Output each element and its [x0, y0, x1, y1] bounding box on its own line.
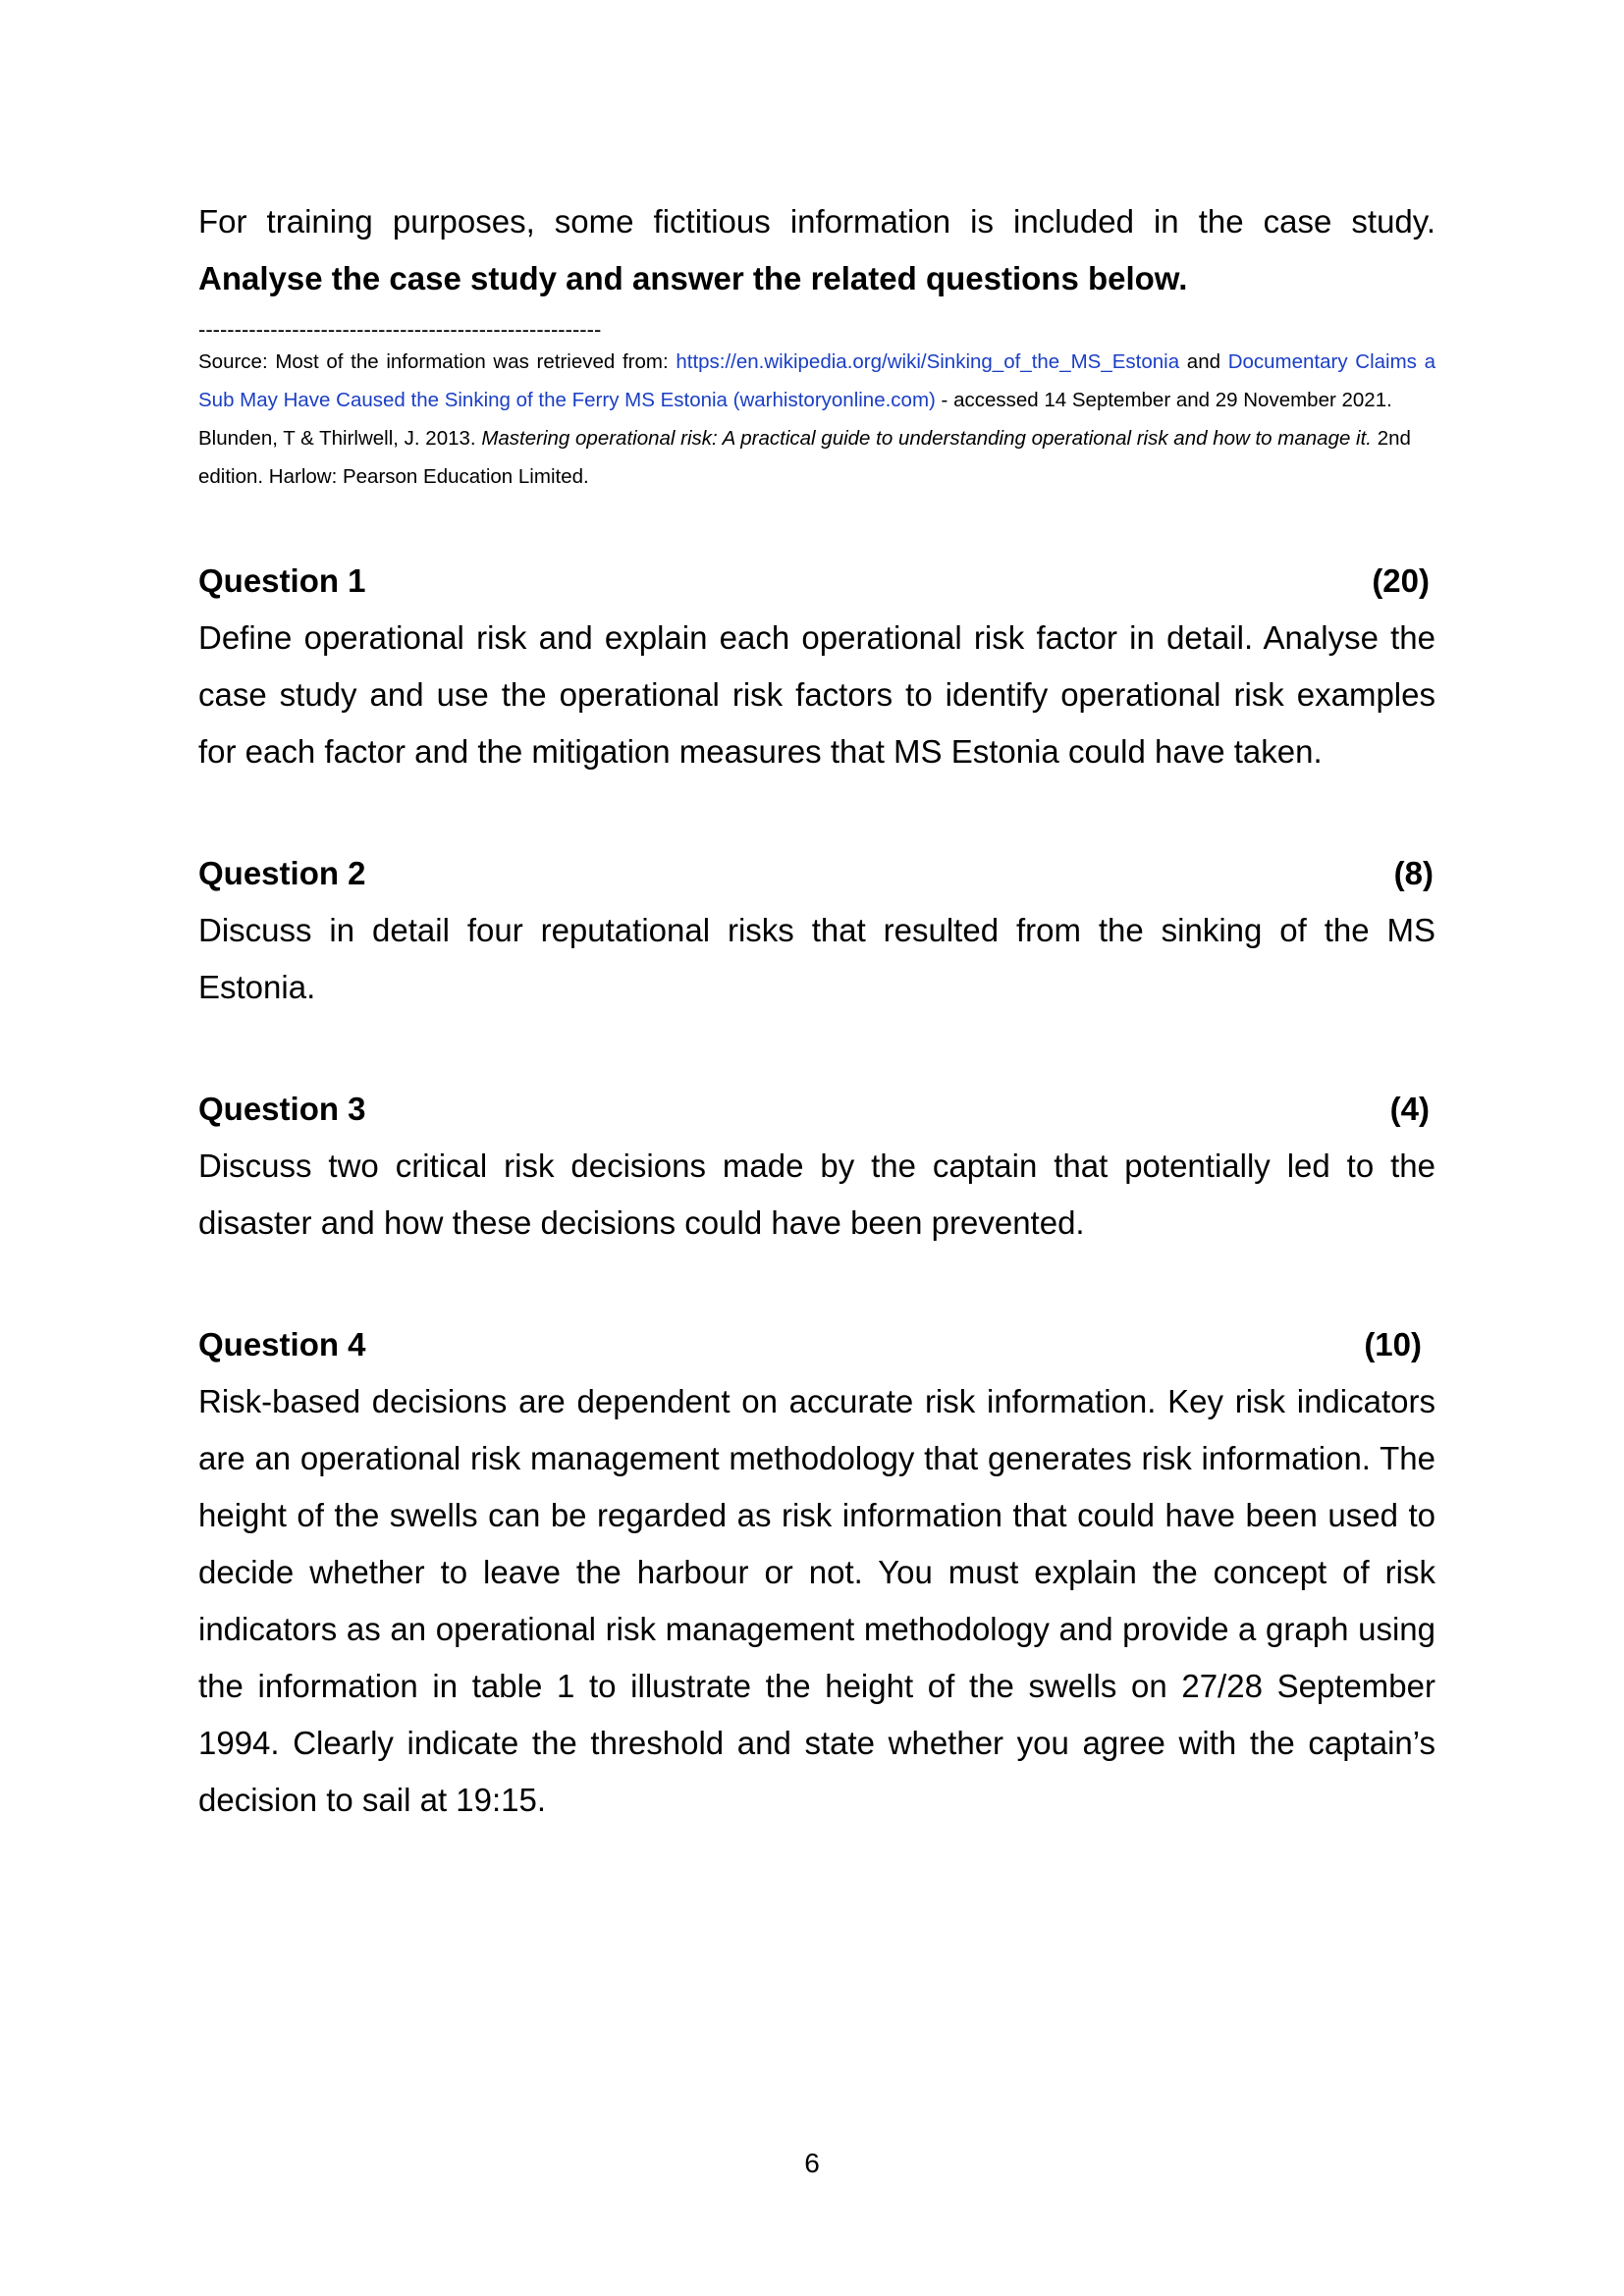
source-link-warhistoryonline[interactable]: Documentary Claims a Sub May Have Caused the Sinking of the Ferry MS Estonia (warhistoryonline.com) [198, 350, 1435, 411]
question-1-header [198, 553, 1435, 610]
instruction-text: Analyse the case study and answer the related questions below. [198, 260, 1188, 296]
question-4-text: Risk-based decisions are dependent on accurate risk information. Key risk indicators are an operational risk management methodology that generates risk information. The height of the swells can be regarded as risk information that could have been used to decide whether to leave the harbour or not. You must explain the concept of risk indicators as an operational risk management methodology and provide a graph using the information in table 1 to illustrate the height of the swells on 27/28 September 1994. Clearly indicate the threshold and state whether you agree with the captain’s decision to sail at 19:15. [198, 1383, 1435, 1818]
question-2-header [198, 845, 1435, 902]
question-2 [198, 845, 1435, 1016]
footnote-divider: -------------------------------------------------------- [198, 317, 602, 342]
question-3-header [198, 1081, 1435, 1138]
page-content [198, 193, 1435, 1829]
question-4-header [198, 1316, 1435, 1373]
question-1-label: Question 1 [198, 562, 366, 599]
question-3 [198, 1081, 1435, 1252]
source-prefix: Source: Most of the information was retrieved from: [198, 350, 677, 373]
question-2-label: Question 2 [198, 855, 366, 891]
question-3-marks: (4) [1389, 1091, 1430, 1127]
question-2-text: Discuss in detail four reputational risks that resulted from the sinking of the MS Estonia. [198, 912, 1435, 1005]
question-4-label: Question 4 [198, 1326, 366, 1362]
reference-title: Mastering operational risk: A practical guide to understanding operational risk and how to manage it. [481, 427, 1373, 450]
question-3-label: Question 3 [198, 1091, 366, 1127]
reference-authors: Blunden, T & Thirlwell, J. 2013. [198, 427, 482, 450]
question-4 [198, 1316, 1435, 1829]
intro-text: For training purposes, some fictitious information is included in the case study. [198, 203, 1435, 240]
reference-note [198, 419, 1435, 496]
question-4-marks: (10) [1364, 1326, 1422, 1362]
reference-rest: 2nd edition. Harlow: Pearson Education Limited. [198, 427, 1411, 488]
question-3-text: Discuss two critical risk decisions made by the captain that potentially led to the disaster and how these decisions could have been prevented. [198, 1148, 1435, 1241]
question-2-marks: (8) [1393, 855, 1434, 891]
question-1-text: Define operational risk and explain each operational risk factor in detail. Analyse the case study and use the operational risk factors to identify operational risk examples for each factor and the mitigation measures that MS Estonia could have taken. [198, 619, 1435, 770]
source-note [198, 343, 1435, 419]
source-suffix: - accessed 14 September and 29 November 2021. [935, 389, 1392, 411]
source-and: and [1179, 350, 1228, 373]
question-1 [198, 553, 1435, 780]
source-link-wikipedia[interactable]: https://en.wikipedia.org/wiki/Sinking_of_the_MS_Estonia [676, 350, 1180, 373]
page-number: 6 [804, 2148, 820, 2178]
question-1-marks: (20) [1372, 562, 1430, 599]
